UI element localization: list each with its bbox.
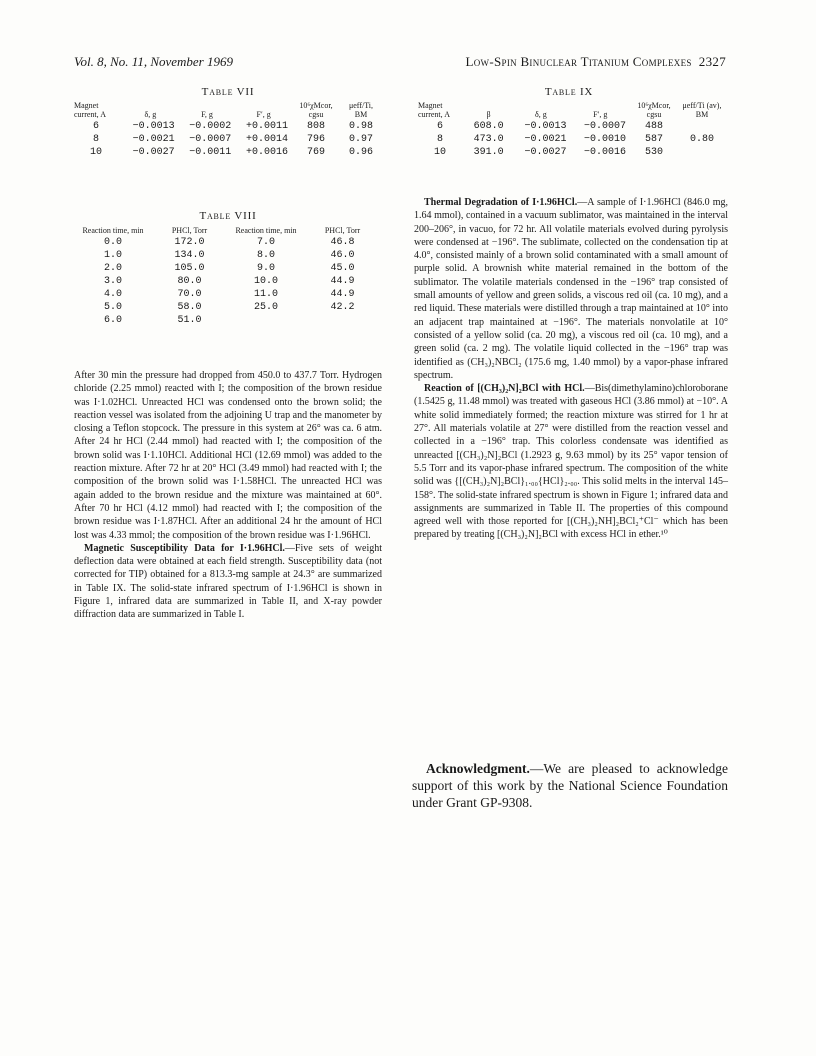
table-cell: 796 <box>306 134 325 145</box>
page-number: 2327 <box>698 54 726 69</box>
table-cell: 10 <box>89 147 102 158</box>
table-cell: 488 <box>644 121 663 132</box>
table-cell: 70.0 <box>177 289 202 300</box>
table8-caption: Table VIII <box>199 210 257 222</box>
table-cell: 25.0 <box>253 302 278 313</box>
table-cell: 46.0 <box>330 250 355 261</box>
table-row <box>74 301 380 314</box>
table-cell: 45.0 <box>330 263 355 274</box>
table9-header: β <box>486 110 491 119</box>
table-row <box>414 120 726 133</box>
table9-header: F′, g <box>593 110 608 119</box>
table-cell: 0.97 <box>348 134 373 145</box>
table-cell: +0.0011 <box>245 121 288 132</box>
acknowledgment <box>412 760 728 811</box>
table-cell: 7.0 <box>256 237 275 248</box>
table-cell: −0.0021 <box>524 134 567 145</box>
table9-caption: Table IX <box>544 86 594 98</box>
table-row <box>414 133 726 146</box>
table9-header: δ, g <box>534 110 547 119</box>
table-cell: −0.0021 <box>132 134 175 145</box>
paragraph-magnetic-susceptibility <box>74 542 382 622</box>
table-cell <box>227 314 305 327</box>
table-cell: 808 <box>306 121 325 132</box>
table8-header: PHCl, Torr <box>171 226 208 235</box>
table8-header: Reaction time, min <box>235 226 297 235</box>
table-cell: 608.0 <box>473 121 504 132</box>
table9-header: Magnet current, A <box>418 101 450 119</box>
section-heading-thermal: Thermal Degradation of I·1.96HCl. <box>424 197 578 208</box>
running-header-article-title: Low-Spin Binuclear Titanium Complexes <box>465 54 692 69</box>
table-cell: 11.0 <box>253 289 278 300</box>
table-cell: −0.0027 <box>524 147 567 158</box>
table-cell: 42.2 <box>330 302 355 313</box>
left-column-text <box>74 369 382 622</box>
table7-header: F, g <box>201 110 213 119</box>
table-cell: 51.0 <box>177 315 202 326</box>
table7-header: 10⁶χMcor, cgsu <box>299 101 333 119</box>
table-cell: −0.0007 <box>583 121 626 132</box>
table-cell <box>678 146 726 159</box>
running-header-title <box>418 54 726 70</box>
table-cell: −0.0013 <box>132 121 175 132</box>
table-cell: 530 <box>644 147 663 158</box>
section-heading-magnetic: Magnetic Susceptibility Data for I·1.96HCl. <box>84 542 285 554</box>
table-cell: 172.0 <box>174 237 205 248</box>
table-cell: 8 <box>436 134 443 145</box>
paragraph-body: —Bis(dimethylamino)chloroborane (1.5425 g, 11.48 mmol) was treated with gaseous HCl (3.86 mmol) at −10°. A white solid immediately formed; the reaction mixture was stirred for 1 hr at 27°. All materials volatile at 27° were distilled from the reaction vessel and collected in a −196° trap. This colorless condensate was identified as unreacted [(CH₃)₂N]₂BCl (1.2923 g, 9.63 mmol) by its 25° vapor tension of 5.5 Torr and its vapor-phase infrared spectrum. The composition of the white solid was {[(CH₃)₂N]₂BCl}₁.₀₀{HCl}₂.₀₀. This solid melts in the interval 145–158°. The solid-state infrared spectrum is shown in Figure 1; infrared data and assignments are summarized in Table II. The properties of this compound agreed well with those reported for [(CH₃)₂NH]₂BCl₂⁺Cl⁻ which has been prepared by treating [(CH₃)₂N]₂BCl with excess HCl in ether.¹⁰ <box>414 383 728 541</box>
section-heading-borane: Reaction of [(CH₃)₂N]₂BCl with HCl. <box>424 383 585 395</box>
table-cell: 6 <box>436 121 443 132</box>
table-cell: 134.0 <box>174 250 205 261</box>
table-cell: 105.0 <box>174 263 205 274</box>
table7-header: μeff/Ti, BM <box>348 101 374 119</box>
table9-header-row <box>414 101 726 120</box>
table-row <box>74 249 380 262</box>
table9-header: μeff/Ti (av), BM <box>682 101 722 119</box>
table7-header: δ, g <box>144 110 157 119</box>
table-row <box>74 288 380 301</box>
table-cell: 8 <box>92 134 99 145</box>
table-cell: 587 <box>644 134 663 145</box>
right-column-text <box>414 196 728 542</box>
paragraph-thermal-degradation <box>414 196 728 382</box>
table-cell: 6.0 <box>103 315 122 326</box>
table7-header: Magnet current, A <box>74 101 106 119</box>
table-row <box>70 146 382 159</box>
table-row <box>70 120 382 133</box>
table-cell: 10 <box>433 147 446 158</box>
table-cell: 5.0 <box>103 302 122 313</box>
table9 <box>414 101 726 159</box>
table-cell: +0.0016 <box>245 147 288 158</box>
table-cell: −0.0013 <box>524 121 567 132</box>
table-cell: 2.0 <box>103 263 122 274</box>
table-cell: 9.0 <box>256 263 275 274</box>
table-cell: 3.0 <box>103 276 122 287</box>
paragraph-hcl-reaction: After 30 min the pressure had dropped from 450.0 to 437.7 Torr. Hydrogen chloride (2.25 mmol) reacted with I; the composition of the brown residue was I·1.02HCl. Unreacted HCl was condensed onto the brown solid; the reaction vessel was isolated from the adjoining U trap and the manometer by closing a Teflon stopcock. The pressure in this system at 26° was ca. 6 atm. After 24 hr HCl (2.44 mmol) had reacted with I; the composition of the brown solid was I·1.10HCl. Additional HCl (12.69 mmol) was added to the reaction mixture. After 72 hr at 20° HCl (3.49 mmol) had reacted with I; the composition of the brown solid was I·1.58HCl. The unreacted HCl was again added to the brown residue and the mixture was maintained at 60°. After 70 hr HCl (4.12 mmol) had reacted with I; the composition of the brown residue was I·1.87HCl. After an additional 24 hr the amount of HCl lost was 4.33 mmol; the composition of the brown residue was I·1.96HCl. <box>74 370 382 541</box>
table-cell: +0.0014 <box>245 134 288 145</box>
table8-header: Reaction time, min <box>82 226 144 235</box>
table-cell: 0.96 <box>348 147 373 158</box>
table8 <box>74 226 380 327</box>
table-row <box>74 236 380 249</box>
table-cell: 4.0 <box>103 289 122 300</box>
table-row <box>74 314 380 327</box>
table-cell: −0.0010 <box>583 134 626 145</box>
acknowledgment-body: —We are pleased to acknowledge support of this work by the National Science Foundation under Grant GP-9308. <box>412 761 728 810</box>
table-row <box>70 133 382 146</box>
paragraph-body: —Five sets of weight deflection data were obtained at each field strength. Susceptibility data (not corrected for TIP) obtained for a 813.3-mg sample at 24.3° are summarized in Table IX. The solid-state infrared spectrum of I·1.96HCl is shown in Figure 1, infrared data are summarized in Table II, and X-ray powder diffraction data are summarized in Table I. <box>74 542 382 621</box>
table-cell: 473.0 <box>473 134 504 145</box>
table7 <box>70 101 382 159</box>
table-cell: 1.0 <box>103 250 122 261</box>
table7-header-row <box>70 101 382 120</box>
table-cell: 10.0 <box>253 276 278 287</box>
table8-header: PHCl, Torr <box>324 226 361 235</box>
table-cell: −0.0016 <box>583 147 626 158</box>
table8-header-row <box>74 226 380 236</box>
table-cell: −0.0007 <box>189 134 232 145</box>
table-cell: 44.9 <box>330 289 355 300</box>
table-cell: 58.0 <box>177 302 202 313</box>
table-cell: −0.0027 <box>132 147 175 158</box>
paragraph-borane-reaction <box>414 382 728 542</box>
table-cell: −0.0011 <box>189 147 232 158</box>
table-cell: 6 <box>92 121 99 132</box>
table-cell: −0.0002 <box>189 121 232 132</box>
running-header-journal: Vol. 8, No. 11, November 1969 <box>74 54 233 69</box>
table-cell: 769 <box>306 147 325 158</box>
table-cell <box>305 314 380 327</box>
table-row <box>74 275 380 288</box>
table-cell: 391.0 <box>473 147 504 158</box>
paragraph-body: —A sample of I·1.96HCl (846.0 mg, 1.64 mmol), contained in a vacuum sublimator, was maintained in the interval 200–206°, in vacuo, for 72 hr. All volatile materials evolved during pyrolysis were condensed at −196°. The sublimate, collected on the condensation tip at 4.0°, consisted mainly of a brown solid contaminated with a small amount of purple solid. A brownish white material remained in the bottom of the sublimator. The volatile materials condensed in the −196° trap consisted of small amounts of yellow and green solids, a viscous red oil (ca. 10 mg), and a red liquid. These materials were distilled through a trap maintained at 10° into an adjacent trap maintained at −196°. The materials nonvolatile at 10° consisted of a yellow solid (ca. 20 mg), a viscous red oil (ca. 10 mg), and a green solid (ca. 2 mg). The volatile liquid collected in the −196° trap was identified as (CH₃)₂NBCl₂ (175.6 mg, 1.40 mmol) by a vapor-phase infrared spectrum. <box>414 197 728 381</box>
table-cell: 80.0 <box>177 276 202 287</box>
table-cell: 46.8 <box>330 237 355 248</box>
table-cell: 0.80 <box>689 134 714 145</box>
table-cell: 44.9 <box>330 276 355 287</box>
table7-header: F′, g <box>256 110 271 119</box>
table-row <box>74 262 380 275</box>
table-cell: 0.0 <box>103 237 122 248</box>
table-cell: 0.98 <box>348 121 373 132</box>
table-row <box>414 146 726 159</box>
table-cell: 8.0 <box>256 250 275 261</box>
acknowledgment-heading: Acknowledgment. <box>426 761 530 776</box>
table7-caption: Table VII <box>201 86 255 98</box>
table9-header: 10⁶χMcor, cgsu <box>637 101 671 119</box>
table-cell <box>678 120 726 133</box>
